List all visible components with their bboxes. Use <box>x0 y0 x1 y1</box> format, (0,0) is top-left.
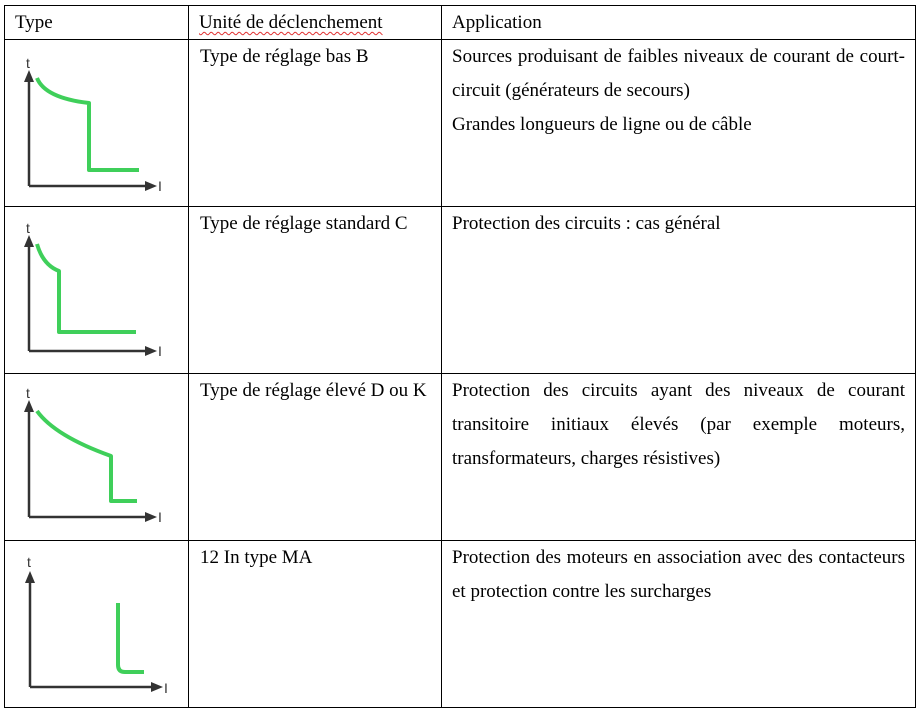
axis-i-label: I <box>158 178 162 194</box>
table-row <box>5 207 916 374</box>
axis-i-label: I <box>158 343 162 359</box>
table-row <box>5 374 916 541</box>
table-row <box>5 40 916 207</box>
axis-t-label: t <box>26 385 30 401</box>
unit-cell: Type de réglage élevé D ou K <box>189 374 442 541</box>
table-row <box>5 541 916 708</box>
application-line: Protection des moteurs en association avec des contacteurs et protection contre les surcharges <box>452 547 905 602</box>
trip-curve-c-icon <box>5 207 188 373</box>
header-row <box>5 6 916 40</box>
trip-curve-d-icon <box>5 374 188 540</box>
application-line: Grandes longueurs de ligne ou de câble <box>452 114 752 135</box>
axis-t-label: t <box>26 55 30 71</box>
axis-i-label: I <box>158 509 162 525</box>
trip-curve-b-icon <box>5 40 188 206</box>
axis-i-label: I <box>164 680 168 696</box>
axis-t-label: t <box>26 220 30 236</box>
header-type: Type <box>15 12 53 33</box>
header-unit: Unité de déclenchement <box>199 12 383 33</box>
application-cell <box>442 374 916 541</box>
application-line: Protection des circuits ayant des niveaux de courant transitoire initiaux élevés (par exemple moteurs, transformateurs, charges résistives) <box>452 380 905 469</box>
header-application: Application <box>452 12 542 33</box>
trip-curve-ma-icon <box>5 541 188 707</box>
application-line: Sources produisant de faibles niveaux de courant de court-circuit (générateurs de secours) <box>452 46 905 101</box>
application-cell <box>442 207 916 374</box>
unit-cell: Type de réglage bas B <box>189 40 442 207</box>
application-line: Protection des circuits : cas général <box>452 213 721 234</box>
unit-cell: 12 In type MA <box>189 541 442 708</box>
application-cell <box>442 541 916 708</box>
application-cell <box>442 40 916 207</box>
axis-t-label: t <box>27 554 31 570</box>
unit-cell: Type de réglage standard C <box>189 207 442 374</box>
trip-curve-table <box>4 5 916 708</box>
